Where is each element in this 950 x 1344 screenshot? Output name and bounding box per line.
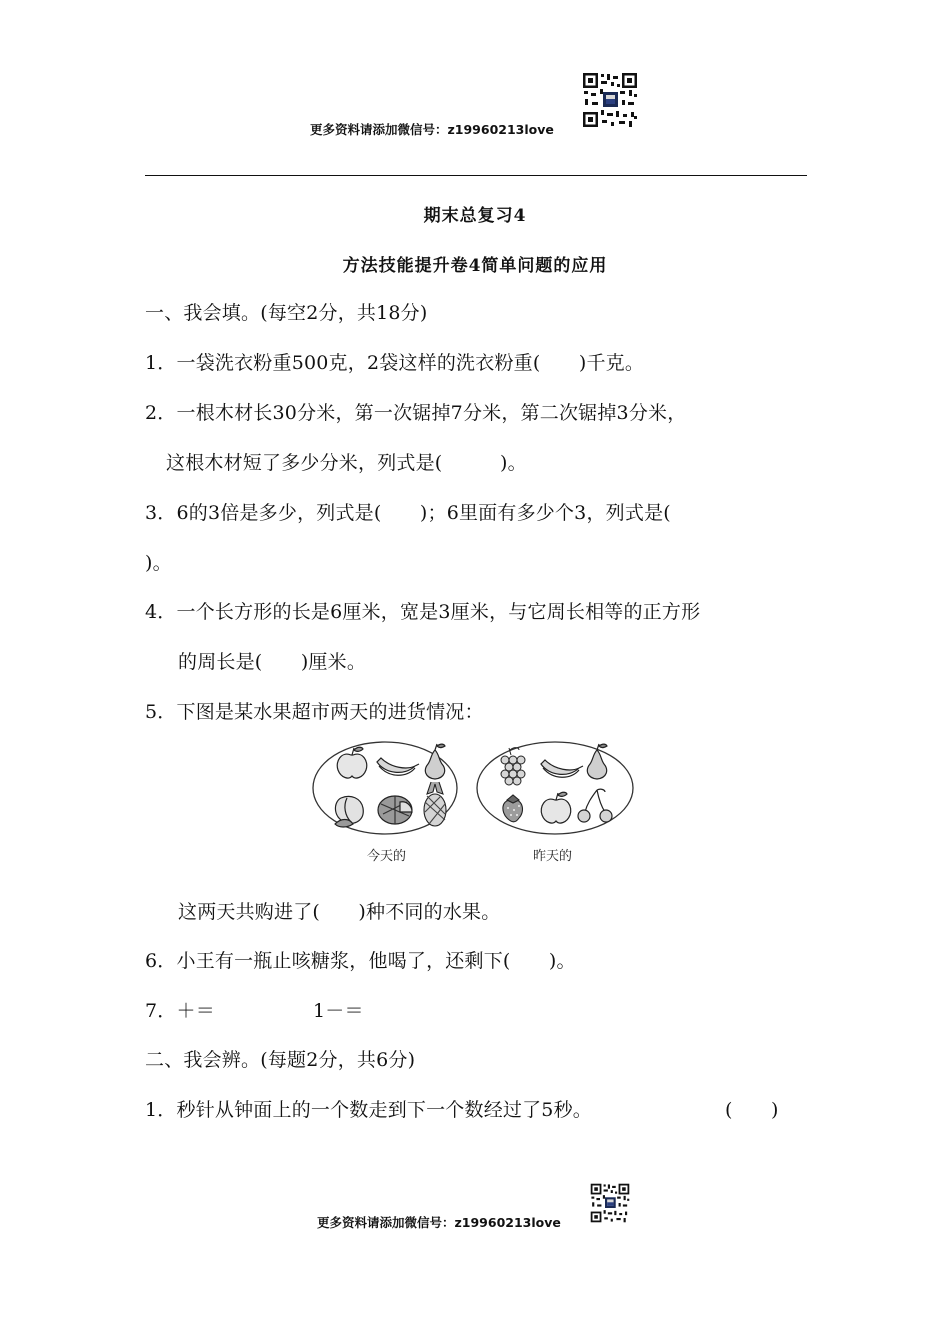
- fruit-figure: [305, 738, 645, 838]
- question-4-line-1: 4．一个长方形的长是6厘米，宽是3厘米，与它周长相等的正方形: [145, 601, 701, 623]
- judge-question-1: 1．秒针从钟面上的一个数走到下一个数经过了5秒。: [145, 1099, 592, 1121]
- question-7-part-2: 1－＝: [313, 1000, 364, 1022]
- footer-wechat-note: 更多资料请添加微信号：z19960213love: [317, 1215, 561, 1230]
- page-subtitle: 方法技能提升卷4简单问题的应用: [342, 256, 608, 276]
- today-fruit-group: [313, 742, 457, 834]
- header-rule: [145, 175, 807, 176]
- question-2-line-2: 这根木材短了多少分米，列式是( )。: [166, 452, 527, 474]
- judge-question-1-answer-paren: ( ): [725, 1099, 779, 1121]
- question-3-line-1: 3．6的3倍是多少，列式是( )；6里面有多少个3，列式是(: [145, 502, 671, 524]
- question-3-line-2: )。: [145, 552, 172, 574]
- figure-caption-today: 今天的: [367, 849, 407, 864]
- yesterday-fruit-group: [477, 742, 633, 834]
- question-6: 6．小王有一瓶止咳糖浆，他喝了，还剩下( )。: [145, 950, 576, 972]
- header-qr-code: [582, 72, 638, 128]
- question-5-answer-line: 这两天共购进了( )种不同的水果。: [178, 901, 501, 923]
- question-1: 1．一袋洗衣粉重500克，2袋这样的洗衣粉重( )千克。: [145, 352, 645, 374]
- question-7-part-1: 7．＋＝: [145, 1000, 215, 1022]
- page-title: 期末总复习4: [423, 206, 527, 226]
- question-5: 5．下图是某水果超市两天的进货情况：: [145, 701, 484, 723]
- watermelon-icon: [378, 796, 412, 824]
- footer-qr-code: [590, 1183, 630, 1223]
- question-4-line-2: 的周长是( )厘米。: [178, 651, 367, 673]
- section-2-heading: 二、我会辨。(每题2分，共6分): [145, 1049, 416, 1071]
- section-1-heading: 一、我会填。(每空2分，共18分): [145, 302, 428, 324]
- header-wechat-note: 更多资料请添加微信号：z19960213love: [310, 122, 554, 137]
- figure-caption-yesterday: 昨天的: [533, 849, 573, 864]
- question-2-line-1: 2．一根木材长30分米，第一次锯掉7分米，第二次锯掉3分米，: [145, 402, 687, 424]
